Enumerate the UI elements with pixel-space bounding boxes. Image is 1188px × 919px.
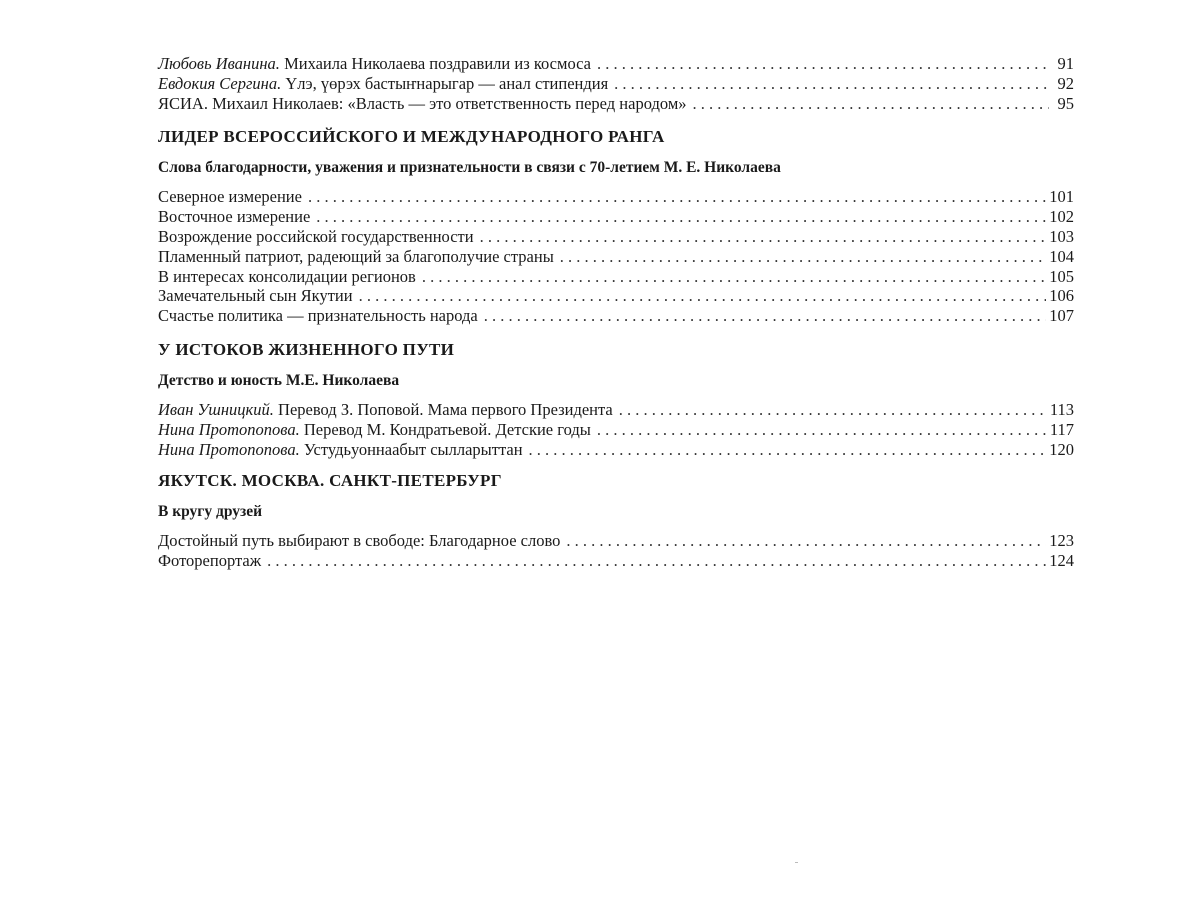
entry-title: Счастье политика — признательность народа [158,306,478,326]
entry-page: 124 [1049,551,1074,571]
leader-dots [614,74,1049,94]
entry-author: Нина Протопопова. [158,439,300,459]
toc-entry [158,440,1074,460]
section-heading: У ИСТОКОВ ЖИЗНЕННОГО ПУТИ [158,339,455,359]
leader-dots [693,94,1049,114]
toc-entry [158,54,1074,74]
table-of-contents [158,54,1074,571]
toc-entry [158,420,1074,440]
entry-page: 105 [1049,266,1074,286]
leader-dots [359,286,1047,306]
intro-entries [158,54,1074,113]
entry-title: Фоторепортаж [158,551,262,571]
leader-dots [529,440,1047,460]
toc-entry [158,551,1074,571]
section-heading: ЯКУТСК. МОСКВА. САНКТ-ПЕТЕРБУРГ [158,471,502,491]
leader-dots [597,420,1047,440]
toc-entry [158,306,1074,326]
entry-page: 120 [1049,439,1074,459]
leader-dots [597,54,1049,74]
toc-entry [158,531,1074,551]
leader-dots [308,187,1046,207]
leader-dots [566,531,1046,551]
entry-title: Восточное измерение [158,207,311,227]
section2-entries [158,400,1074,459]
entry-title: Северное измерение [158,187,302,207]
entry-title: Возрождение российской государственности [158,226,474,246]
entry-title: Перевод З. Поповой. Мама первого Президента [278,399,613,419]
toc-entry [158,207,1074,227]
leader-dots [422,267,1046,287]
entry-page: 123 [1049,531,1074,551]
leader-dots [316,207,1046,227]
scan-speck [795,862,798,863]
subsection-heading: В кругу друзей [158,503,263,521]
entry-author: Иван Ушницкий. [158,399,274,419]
toc-entry [158,286,1074,306]
entry-page: 106 [1049,286,1074,306]
section3-entries [158,531,1074,571]
entry-author: Любовь Иванина. [158,54,280,73]
entry-page: 104 [1049,246,1074,266]
leader-dots [267,551,1046,571]
toc-entry [158,74,1074,94]
toc-entry [158,227,1074,247]
toc-entry [158,267,1074,287]
section-heading: ЛИДЕР ВСЕРОССИЙСКОГО И МЕЖДУНАРОДНОГО РАНГА [158,127,665,147]
leader-dots [560,247,1046,267]
section1-entries [158,187,1074,326]
entry-page: 95 [1057,93,1074,113]
entry-title: Пламенный патриот, радеющий за благополучие страны [158,246,554,266]
entry-title: ЯСИА. Михаил Николаев: «Власть — это ответственность перед народом» [158,93,687,113]
leader-dots [619,400,1047,420]
entry-page: 117 [1049,419,1074,439]
entry-author: Нина Протопопова. [158,419,300,439]
leader-dots [484,306,1047,326]
entry-title: В интересах консолидации регионов [158,266,416,286]
entry-title: Достойный путь выбирают в свободе: Благодарное слово [158,531,561,551]
entry-title: Перевод М. Кондратьевой. Детские годы [303,419,591,439]
entry-page: 102 [1049,207,1074,227]
entry-page: 107 [1049,306,1074,326]
leader-dots [480,227,1047,247]
toc-entry [158,187,1074,207]
toc-entry [158,94,1074,114]
entry-page: 101 [1049,187,1074,207]
subsection-heading: Детство и юность М.Е. Николаева [158,371,400,389]
toc-entry [158,247,1074,267]
entry-page: 113 [1049,399,1074,419]
entry-title: Михаила Николаева поздравили из космоса [284,54,591,73]
entry-title: Устудьуоннаабыт сылларыттан [303,439,523,459]
entry-page: 91 [1057,54,1074,73]
entry-title: Үлэ, үөрэх бастыҥнарыгар — анал стипендия [285,73,609,93]
entry-page: 103 [1049,226,1074,246]
subsection-heading: Слова благодарности, уважения и признательности в связи с 70-летием М. Е. Николаева [158,159,781,177]
entry-author: Евдокия Сергина. [158,73,282,93]
toc-entry [158,400,1074,420]
entry-title: Замечательный сын Якутии [158,286,353,306]
entry-page: 92 [1057,73,1074,93]
